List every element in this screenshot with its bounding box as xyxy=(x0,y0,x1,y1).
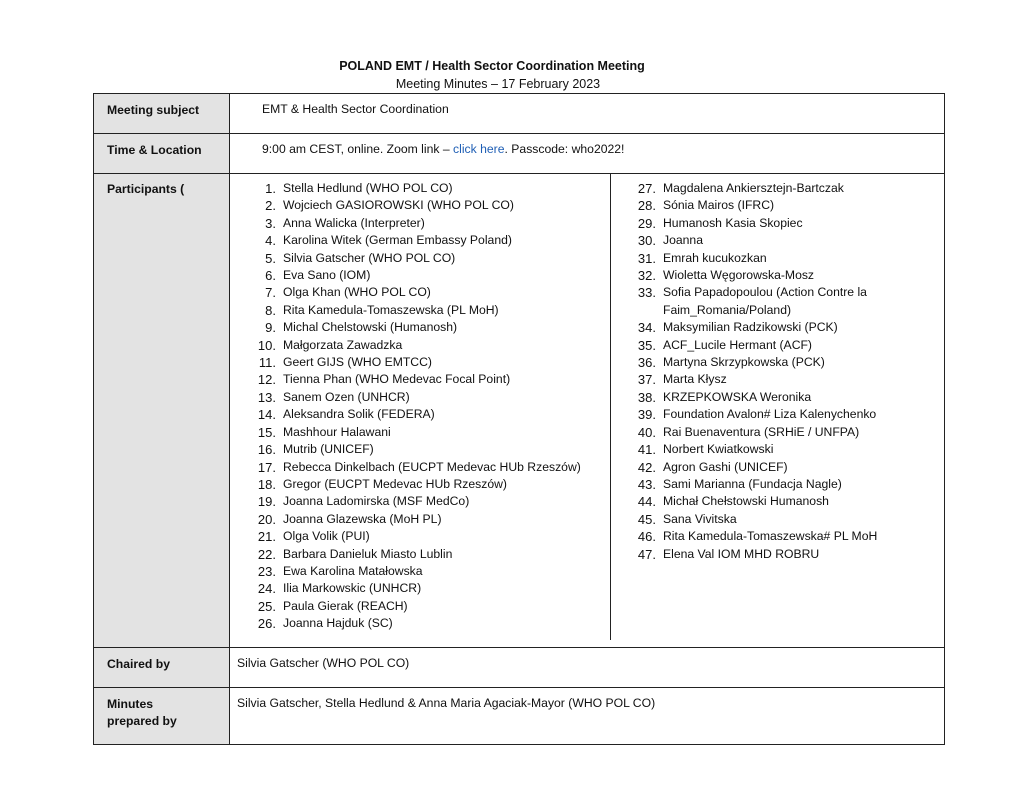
participant-number: 27. xyxy=(637,181,656,196)
label-time-location xyxy=(94,134,230,174)
participant-name: Wioletta Węgorowska-Mosz xyxy=(663,268,815,283)
participant-name: Wojciech GASIOROWSKI (WHO POL CO) xyxy=(283,198,514,213)
participant-number: 18. xyxy=(257,476,276,492)
label-text: Participants ( xyxy=(107,182,185,196)
participants-value xyxy=(230,174,945,648)
participant-number: 44. xyxy=(637,494,656,510)
label-minutes-prepared-by xyxy=(94,688,230,745)
participant-name: Olga Volik (PUI) xyxy=(283,529,370,544)
participant-number: 35. xyxy=(637,337,656,353)
participant-item xyxy=(230,459,610,476)
participant-name: Mutrib (UNICEF) xyxy=(283,442,374,457)
participant-item xyxy=(230,197,610,214)
participant-name: Gregor (EUCPT Medevac HUb Rzeszów) xyxy=(283,476,507,491)
participant-name: Paula Gierak (REACH) xyxy=(283,598,408,613)
time-text: 9:00 am CEST, online. Zoom link – xyxy=(262,142,454,156)
participant-item xyxy=(610,406,965,423)
participant-name: Barbara Danieluk Miasto Lublin xyxy=(283,546,453,561)
participant-number: 33. xyxy=(637,285,656,301)
participant-item xyxy=(610,319,965,336)
participant-item xyxy=(610,232,965,249)
participant-name: Sofia Papadopoulou (Action Contre la xyxy=(663,285,867,300)
participant-item xyxy=(230,215,610,232)
participant-number: 22. xyxy=(257,546,276,562)
participant-item xyxy=(610,389,965,406)
participant-number: 39. xyxy=(637,407,656,423)
participant-name: Maksymilian Radzikowski (PCK) xyxy=(663,320,838,335)
participant-name: Marta Kłysz xyxy=(663,372,727,387)
participant-item xyxy=(610,354,965,371)
participant-number: 4. xyxy=(265,233,276,249)
zoom-link[interactable]: click here xyxy=(453,142,505,156)
participant-item xyxy=(230,180,610,197)
time-location-value xyxy=(230,134,945,174)
passcode-text: . Passcode: who2022! xyxy=(504,142,625,156)
participant-name: Małgorzata Zawadzka xyxy=(283,337,403,352)
label-text-line1: Minutes xyxy=(107,697,154,711)
meeting-subject-value: EMT & Health Sector Coordination xyxy=(230,94,945,134)
participant-item xyxy=(610,476,965,493)
participant-number: 40. xyxy=(637,424,656,440)
participant-number: 16. xyxy=(257,442,276,458)
participant-item xyxy=(610,284,965,301)
participant-name: Anna Walicka (Interpreter) xyxy=(283,215,425,230)
participant-number: 37. xyxy=(637,372,656,388)
participant-item xyxy=(610,267,965,284)
participants-columns xyxy=(230,174,944,640)
minutes-table xyxy=(93,93,945,745)
participant-item xyxy=(230,389,610,406)
participant-number: 30. xyxy=(637,233,656,249)
participant-item xyxy=(610,337,965,354)
participant-name: Ilia Markowskic (UNHCR) xyxy=(283,581,422,596)
participant-item xyxy=(230,319,610,336)
participant-item xyxy=(610,459,965,476)
participant-number: 12. xyxy=(257,372,276,388)
participant-name: Agron Gashi (UNICEF) xyxy=(663,459,788,474)
participant-number: 42. xyxy=(637,459,656,475)
participant-item xyxy=(610,371,965,388)
participant-name: Foundation Avalon# Liza Kalenychenko xyxy=(663,407,877,422)
participant-item xyxy=(230,598,610,615)
participant-item xyxy=(230,232,610,249)
participant-number: 2. xyxy=(265,198,276,214)
participant-name: Joanna xyxy=(663,233,703,248)
participant-item xyxy=(230,406,610,423)
participant-item xyxy=(610,302,965,319)
participant-number: 32. xyxy=(637,268,656,284)
participant-item xyxy=(230,354,610,371)
participant-number: 15. xyxy=(257,424,276,440)
participants-list-left xyxy=(230,180,610,633)
participant-number: 41. xyxy=(637,442,656,458)
participant-number: 14. xyxy=(257,407,276,423)
participant-name: Karolina Witek (German Embassy Poland) xyxy=(283,233,512,248)
participant-name: Aleksandra Solik (FEDERA) xyxy=(283,407,435,422)
participant-number: 36. xyxy=(637,355,656,371)
participant-number: 21. xyxy=(257,529,276,545)
participant-name: Tienna Phan (WHO Medevac Focal Point) xyxy=(283,372,511,387)
participant-name: Mashhour Halawani xyxy=(283,424,391,439)
participant-name: Magdalena Ankiersztejn-Bartczak xyxy=(663,181,844,195)
label-meeting-subject xyxy=(94,94,230,134)
participant-item xyxy=(610,424,965,441)
document-subtitle: Meeting Minutes – 17 February 2023 xyxy=(395,77,601,91)
participant-item xyxy=(230,250,610,267)
row-time-location xyxy=(94,134,945,174)
participant-name: Joanna Hajduk (SC) xyxy=(283,616,393,631)
label-participants xyxy=(94,174,230,648)
participant-name: Norbert Kwiatkowski xyxy=(663,442,774,457)
participants-list-right xyxy=(610,180,965,563)
participant-name: Humanosh Kasia Skopiec xyxy=(663,215,803,230)
label-text-line2: prepared by xyxy=(107,714,177,728)
participant-item xyxy=(230,267,610,284)
participant-number: 24. xyxy=(257,581,276,597)
participant-number: 46. xyxy=(637,529,656,545)
participant-name: Geert GIJS (WHO EMTCC) xyxy=(283,355,432,370)
row-minutes-prepared-by xyxy=(94,688,945,745)
participant-name: Ewa Karolina Matałowska xyxy=(283,563,423,578)
participant-number: 31. xyxy=(637,250,656,266)
document-title: POLAND EMT / Health Sector Coordination Meeting xyxy=(339,59,645,73)
participant-item xyxy=(230,580,610,597)
participant-number: 25. xyxy=(257,598,276,614)
participant-item xyxy=(230,546,610,563)
label-text: Meeting subject xyxy=(107,103,200,117)
participant-name: Martyna Skrzypkowska (PCK) xyxy=(663,355,825,370)
participant-number: 17. xyxy=(257,459,276,475)
row-participants xyxy=(94,174,945,648)
participant-number: 8. xyxy=(265,302,276,318)
participant-number: 13. xyxy=(257,389,276,405)
participant-item xyxy=(610,493,965,510)
participant-name: Joanna Ladomirska (MSF MedCo) xyxy=(283,494,470,509)
participant-item xyxy=(610,250,965,267)
row-chaired-by xyxy=(94,648,945,688)
participant-item xyxy=(230,493,610,510)
participant-name: Sami Marianna (Fundacja Nagle) xyxy=(663,476,842,491)
participant-name: Silvia Gatscher (WHO POL CO) xyxy=(283,250,456,265)
participant-item xyxy=(230,563,610,580)
row-meeting-subject xyxy=(94,94,945,134)
label-chaired-by xyxy=(94,648,230,688)
participant-number: 7. xyxy=(265,285,276,301)
participant-name: Eva Sano (IOM) xyxy=(283,268,371,283)
participant-item xyxy=(610,197,965,214)
participant-item xyxy=(230,284,610,301)
participant-number: 9. xyxy=(265,320,276,336)
participant-number: 29. xyxy=(637,215,656,231)
participant-number: 20. xyxy=(257,511,276,527)
participant-number: 38. xyxy=(637,389,656,405)
participant-name: KRZEPKOWSKA Weronika xyxy=(663,389,812,404)
participant-number: 11. xyxy=(258,355,276,371)
participant-number: 47. xyxy=(637,546,656,562)
participant-item xyxy=(610,441,965,458)
participant-item xyxy=(230,337,610,354)
participant-name: Michal Chelstowski (Humanosh) xyxy=(283,320,458,335)
label-text: Time & Location xyxy=(107,143,202,157)
participant-number: 23. xyxy=(257,563,276,579)
participant-number: 1. xyxy=(265,181,276,196)
minutes-prepared-by-value: Silvia Gatscher, Stella Hedlund & Anna Maria Agaciak-Mayor (WHO POL CO) xyxy=(230,688,945,745)
participant-item xyxy=(230,371,610,388)
participant-number: 19. xyxy=(257,494,276,510)
participant-item xyxy=(230,615,610,632)
participant-item xyxy=(230,511,610,528)
participant-item xyxy=(610,215,965,232)
participant-name: Emrah kucukozkan xyxy=(663,250,767,265)
participant-name: Rebecca Dinkelbach (EUCPT Medevac HUb Rzeszów) xyxy=(283,459,581,474)
participant-name: Sanem Ozen (UNHCR) xyxy=(283,389,410,404)
participant-name: Rai Buenaventura (SRHiE / UNFPA) xyxy=(663,424,860,439)
participant-name: Sónia Mairos (IFRC) xyxy=(663,198,775,213)
participant-item xyxy=(610,528,965,545)
participant-number: 26. xyxy=(257,616,276,632)
participant-name: Michał Chełstowski Humanosh xyxy=(663,494,829,509)
label-text: Chaired by xyxy=(107,657,170,671)
participant-name: Rita Kamedula-Tomaszewska (PL MoH) xyxy=(283,302,499,317)
participant-item xyxy=(230,476,610,493)
participant-number: 28. xyxy=(637,198,656,214)
participant-item xyxy=(230,424,610,441)
chaired-by-value: Silvia Gatscher (WHO POL CO) xyxy=(230,648,945,688)
participant-item xyxy=(230,441,610,458)
participant-number: 5. xyxy=(265,250,276,266)
participant-name: Faim_Romania/Poland) xyxy=(663,302,792,317)
participant-number: 3. xyxy=(265,215,276,231)
participant-item xyxy=(610,180,965,197)
participant-number: 43. xyxy=(637,476,656,492)
participant-number: 6. xyxy=(265,268,276,284)
participant-item xyxy=(610,511,965,528)
participant-name: Olga Khan (WHO POL CO) xyxy=(283,285,431,300)
participant-name: Sana Vivitska xyxy=(663,511,737,526)
participant-name: Stella Hedlund (WHO POL CO) xyxy=(283,181,453,195)
participant-item xyxy=(230,528,610,545)
participant-name: ACF_Lucile Hermant (ACF) xyxy=(663,337,812,352)
participant-name: Rita Kamedula-Tomaszewska# PL MoH xyxy=(663,529,878,544)
participant-name: Elena Val IOM MHD ROBRU xyxy=(663,546,820,561)
participant-number: 34. xyxy=(637,320,656,336)
participant-item xyxy=(230,302,610,319)
participant-name: Joanna Glazewska (MoH PL) xyxy=(283,511,442,526)
participant-number: 45. xyxy=(637,511,656,527)
participant-item xyxy=(610,546,965,563)
participant-number: 10. xyxy=(257,337,276,353)
